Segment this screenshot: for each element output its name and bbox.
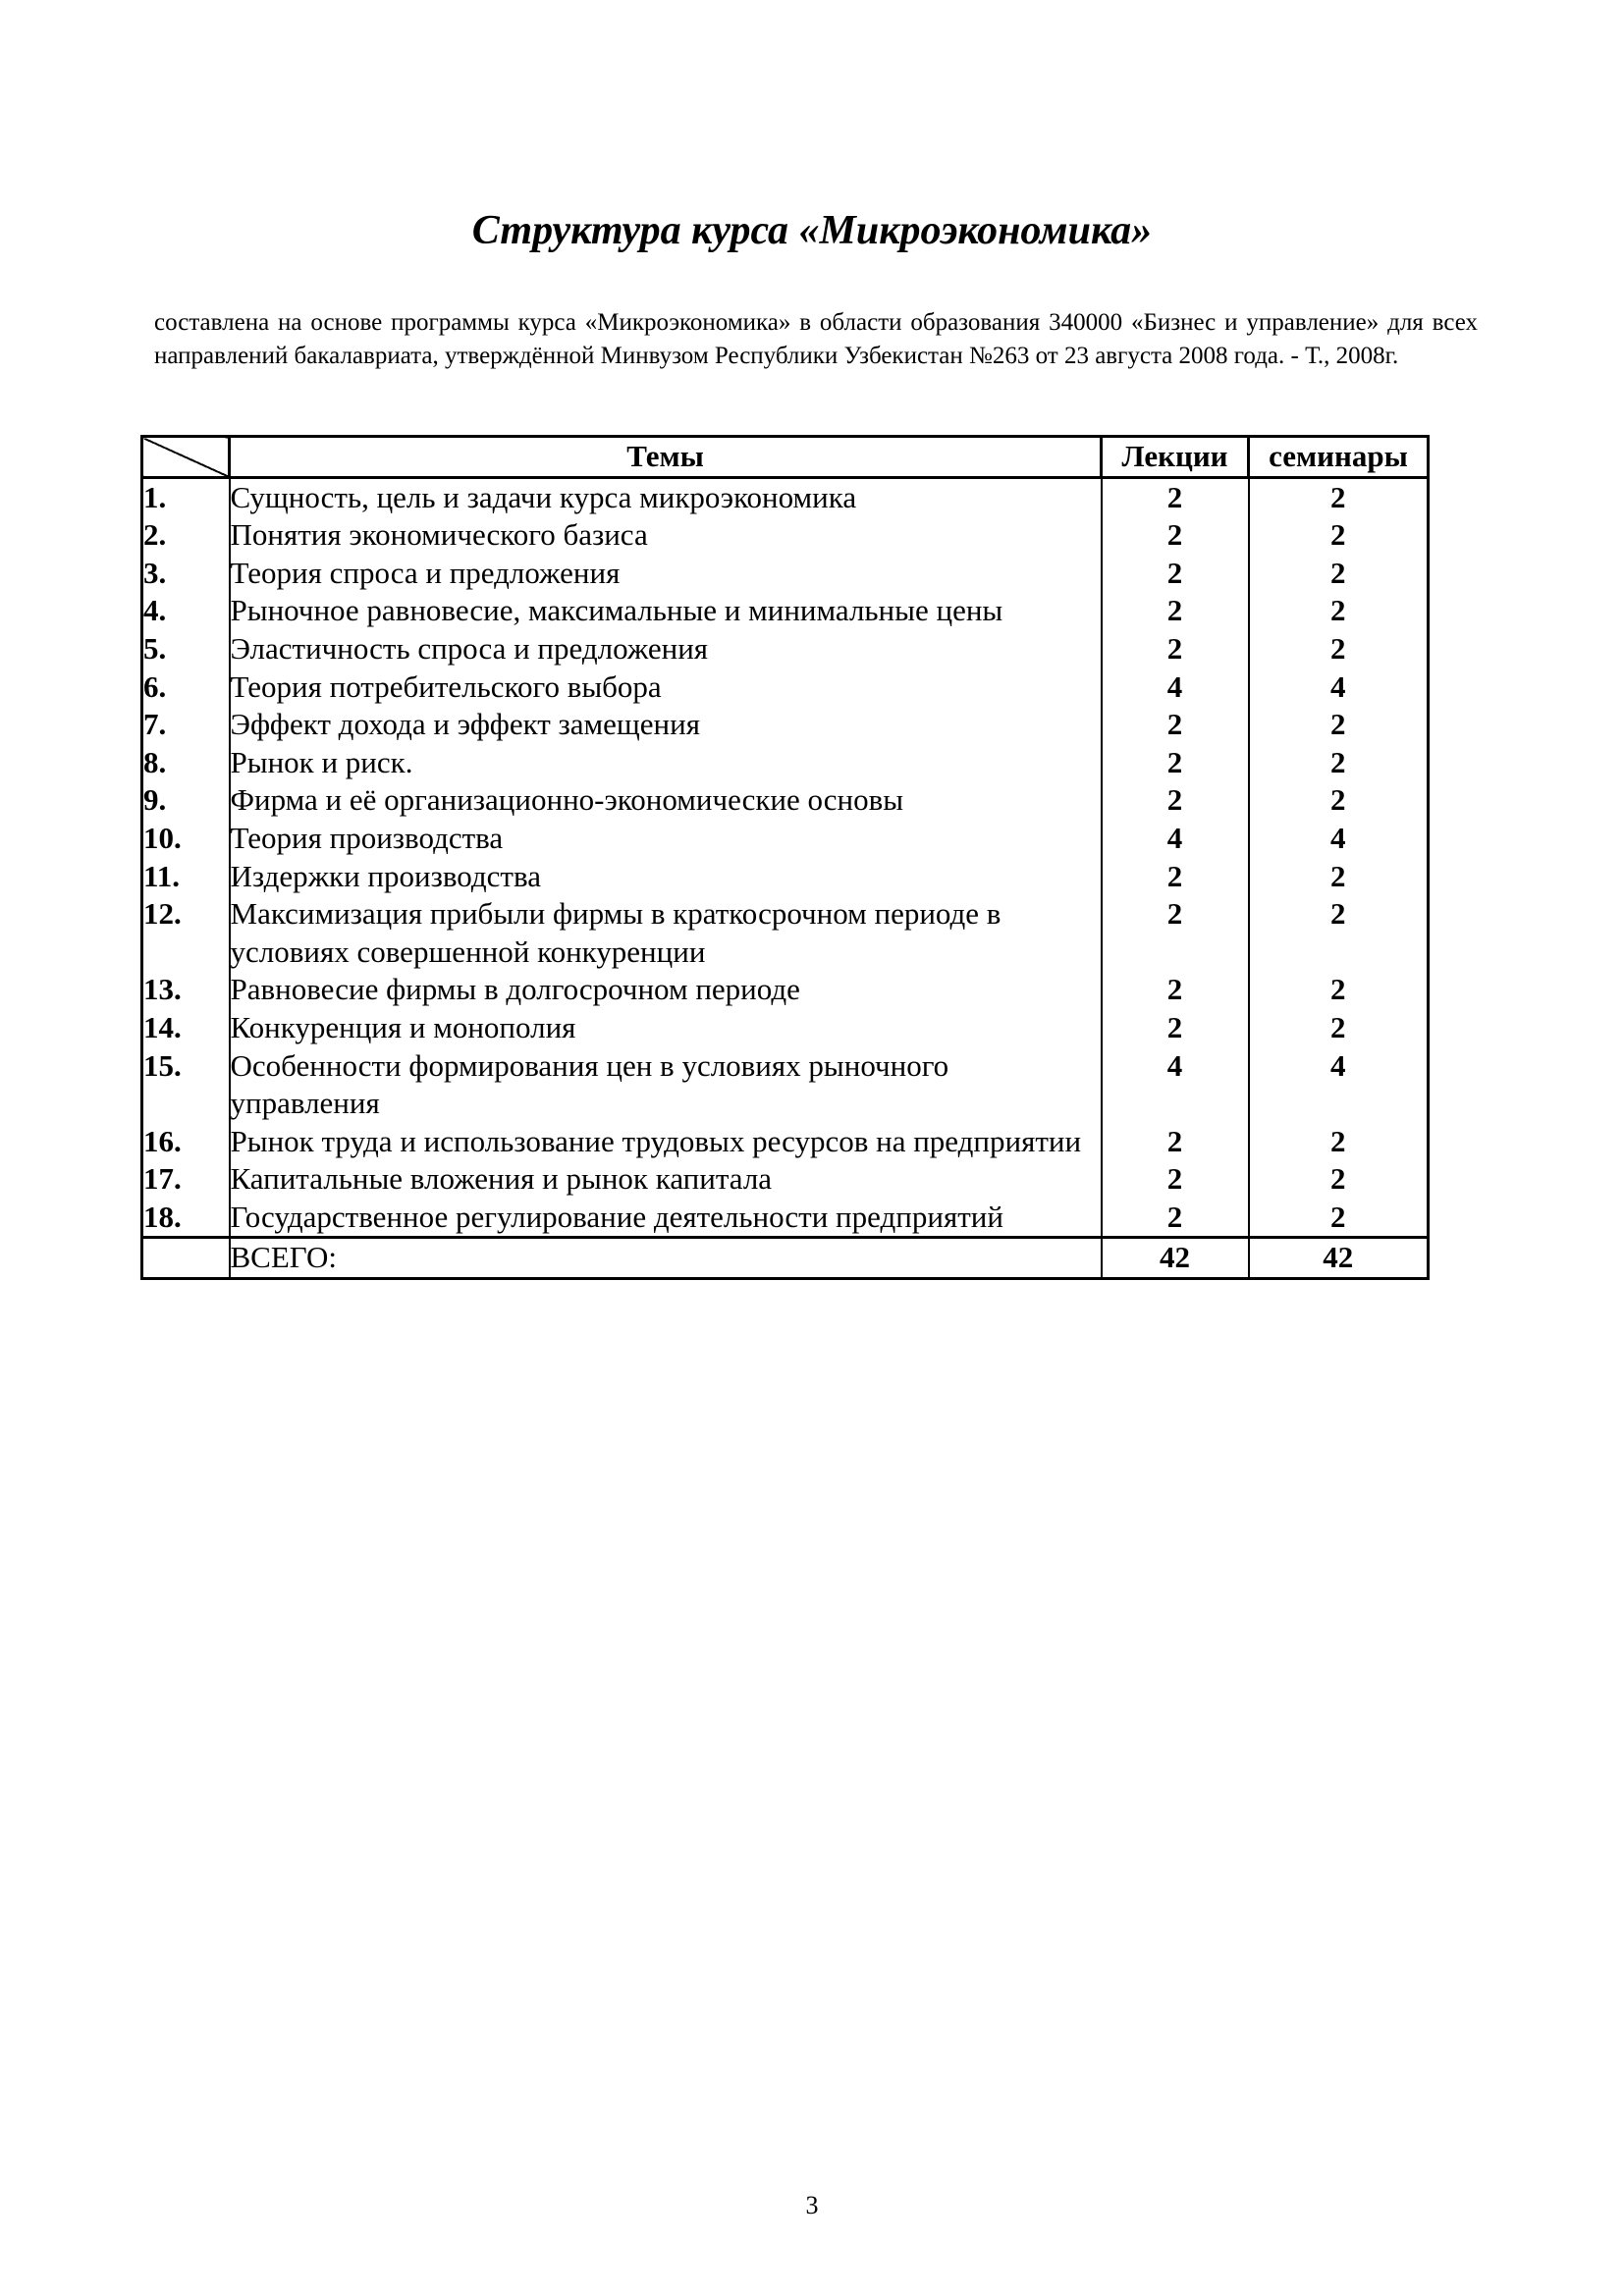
row-seminars: 2 [1330,972,1346,1007]
row-number: 14. [142,1009,230,1047]
row-seminars: 2 [1330,517,1346,553]
row-seminars: 2 [1330,593,1346,628]
row-topic: Издержки производства [230,858,1102,896]
intro-paragraph: составлена на основе программы курса «Микроэкономика» в области образования 340000 «Бизнес и управление» для всех направлений бакалавриата, утверждённой Минвузом Республики Узбекистан №263 от 23 августа 2008 года. - Т., 2008г. [154,309,1478,369]
row-number: 5. [142,630,230,668]
row-number: 6. [142,668,230,707]
row-seminars: 2 [1330,707,1346,742]
table-row [142,744,1429,782]
row-topic: Сущность, цель и задачи курса микроэкономика [230,477,1102,516]
row-topic: Особенности формирования цен в условиях рыночного управления [230,1047,1102,1123]
row-number: 9. [142,781,230,820]
row-number: 10. [142,820,230,858]
row-lectures: 2 [1102,781,1249,820]
row-lectures: 4 [1102,668,1249,707]
table-row [142,592,1429,630]
row-lectures: 2 [1102,1123,1249,1161]
page-title: Структура курса «Микроэкономика» [471,208,1153,253]
row-seminars: 4 [1330,668,1346,704]
row-seminars: 2 [1330,744,1346,779]
row-topic: Теория потребительского выбора [230,668,1102,707]
row-lectures: 2 [1102,516,1249,555]
row-topic: Эффект дохода и эффект замещения [230,706,1102,744]
header-lectures: Лекции [1102,437,1249,478]
row-topic: Теория производства [230,820,1102,858]
header-seminars: семинары [1249,437,1429,478]
row-lectures: 2 [1102,706,1249,744]
row-seminars: 4 [1330,1047,1346,1083]
row-lectures: 4 [1102,1047,1249,1123]
row-topic: Рынок труда и использование трудовых ресурсов на предприятии [230,1123,1102,1161]
table-header-row [142,437,1429,478]
table-row [142,1047,1429,1123]
row-topic: Теория спроса и предложения [230,555,1102,593]
row-topic: Эластичность спроса и предложения [230,630,1102,668]
total-label: ВСЕГО: [230,1238,1102,1279]
row-lectures: 2 [1102,592,1249,630]
total-row [142,1238,1429,1279]
row-number: 12. [142,895,230,971]
table-row [142,668,1429,707]
table-body [142,477,1429,1238]
row-seminars: 2 [1330,630,1346,666]
row-topic: Фирма и её организационно-экономические основы [230,781,1102,820]
table-row [142,477,1429,516]
row-lectures: 2 [1102,744,1249,782]
table-row [142,1123,1429,1161]
table-row [142,630,1429,668]
row-number: 2. [142,516,230,555]
row-number: 17. [142,1160,230,1199]
row-seminars: 2 [1330,1199,1346,1234]
row-number: 8. [142,744,230,782]
page-number: 3 [805,2191,819,2219]
row-number: 1. [142,477,230,516]
table-row [142,706,1429,744]
total-seminars: 42 [1249,1238,1429,1279]
row-lectures: 2 [1102,1199,1249,1238]
row-topic: Рыночное равновесие, максимальные и минимальные цены [230,592,1102,630]
row-number: 15. [142,1047,230,1123]
row-topic: Равновесие фирмы в долгосрочном периоде [230,971,1102,1009]
row-lectures: 2 [1102,1009,1249,1047]
row-seminars: 2 [1330,782,1346,818]
row-number: 16. [142,1123,230,1161]
row-lectures: 2 [1102,630,1249,668]
row-seminars: 2 [1330,1123,1346,1158]
row-seminars: 2 [1330,555,1346,590]
row-number: 11. [142,858,230,896]
corner-diagonal-cell [142,437,230,478]
table-row [142,516,1429,555]
row-topic: Рынок и риск. [230,744,1102,782]
table-row [142,820,1429,858]
table-row [142,895,1429,971]
row-seminars: 2 [1330,479,1346,514]
row-seminars: 2 [1330,896,1346,932]
row-topic: Максимизация прибыли фирмы в краткосрочном периоде в условиях совершенной конкуренции [230,895,1102,971]
row-seminars: 4 [1330,820,1346,855]
row-lectures: 2 [1102,895,1249,971]
table-row [142,971,1429,1009]
header-topics: Темы [230,437,1102,478]
total-lectures: 42 [1102,1238,1249,1279]
row-lectures: 2 [1102,555,1249,593]
table-row [142,555,1429,593]
table-row [142,858,1429,896]
row-lectures: 2 [1102,477,1249,516]
row-number: 18. [142,1199,230,1238]
course-structure-table [140,435,1430,1280]
row-seminars: 2 [1330,1161,1346,1197]
table-row [142,1009,1429,1047]
row-seminars: 2 [1330,858,1346,893]
row-number: 7. [142,706,230,744]
total-num-cell [142,1238,230,1279]
row-topic: Государственное регулирование деятельности предприятий [230,1199,1102,1238]
row-seminars: 2 [1330,1009,1346,1044]
row-topic: Понятия экономического базиса [230,516,1102,555]
row-number: 3. [142,555,230,593]
row-number: 4. [142,592,230,630]
row-lectures: 4 [1102,820,1249,858]
table-row [142,781,1429,820]
row-topic: Капитальные вложения и рынок капитала [230,1160,1102,1199]
table-row [142,1199,1429,1238]
row-lectures: 2 [1102,1160,1249,1199]
row-number: 13. [142,971,230,1009]
table-row [142,1160,1429,1199]
row-lectures: 2 [1102,971,1249,1009]
row-topic: Конкуренция и монополия [230,1009,1102,1047]
row-lectures: 2 [1102,858,1249,896]
